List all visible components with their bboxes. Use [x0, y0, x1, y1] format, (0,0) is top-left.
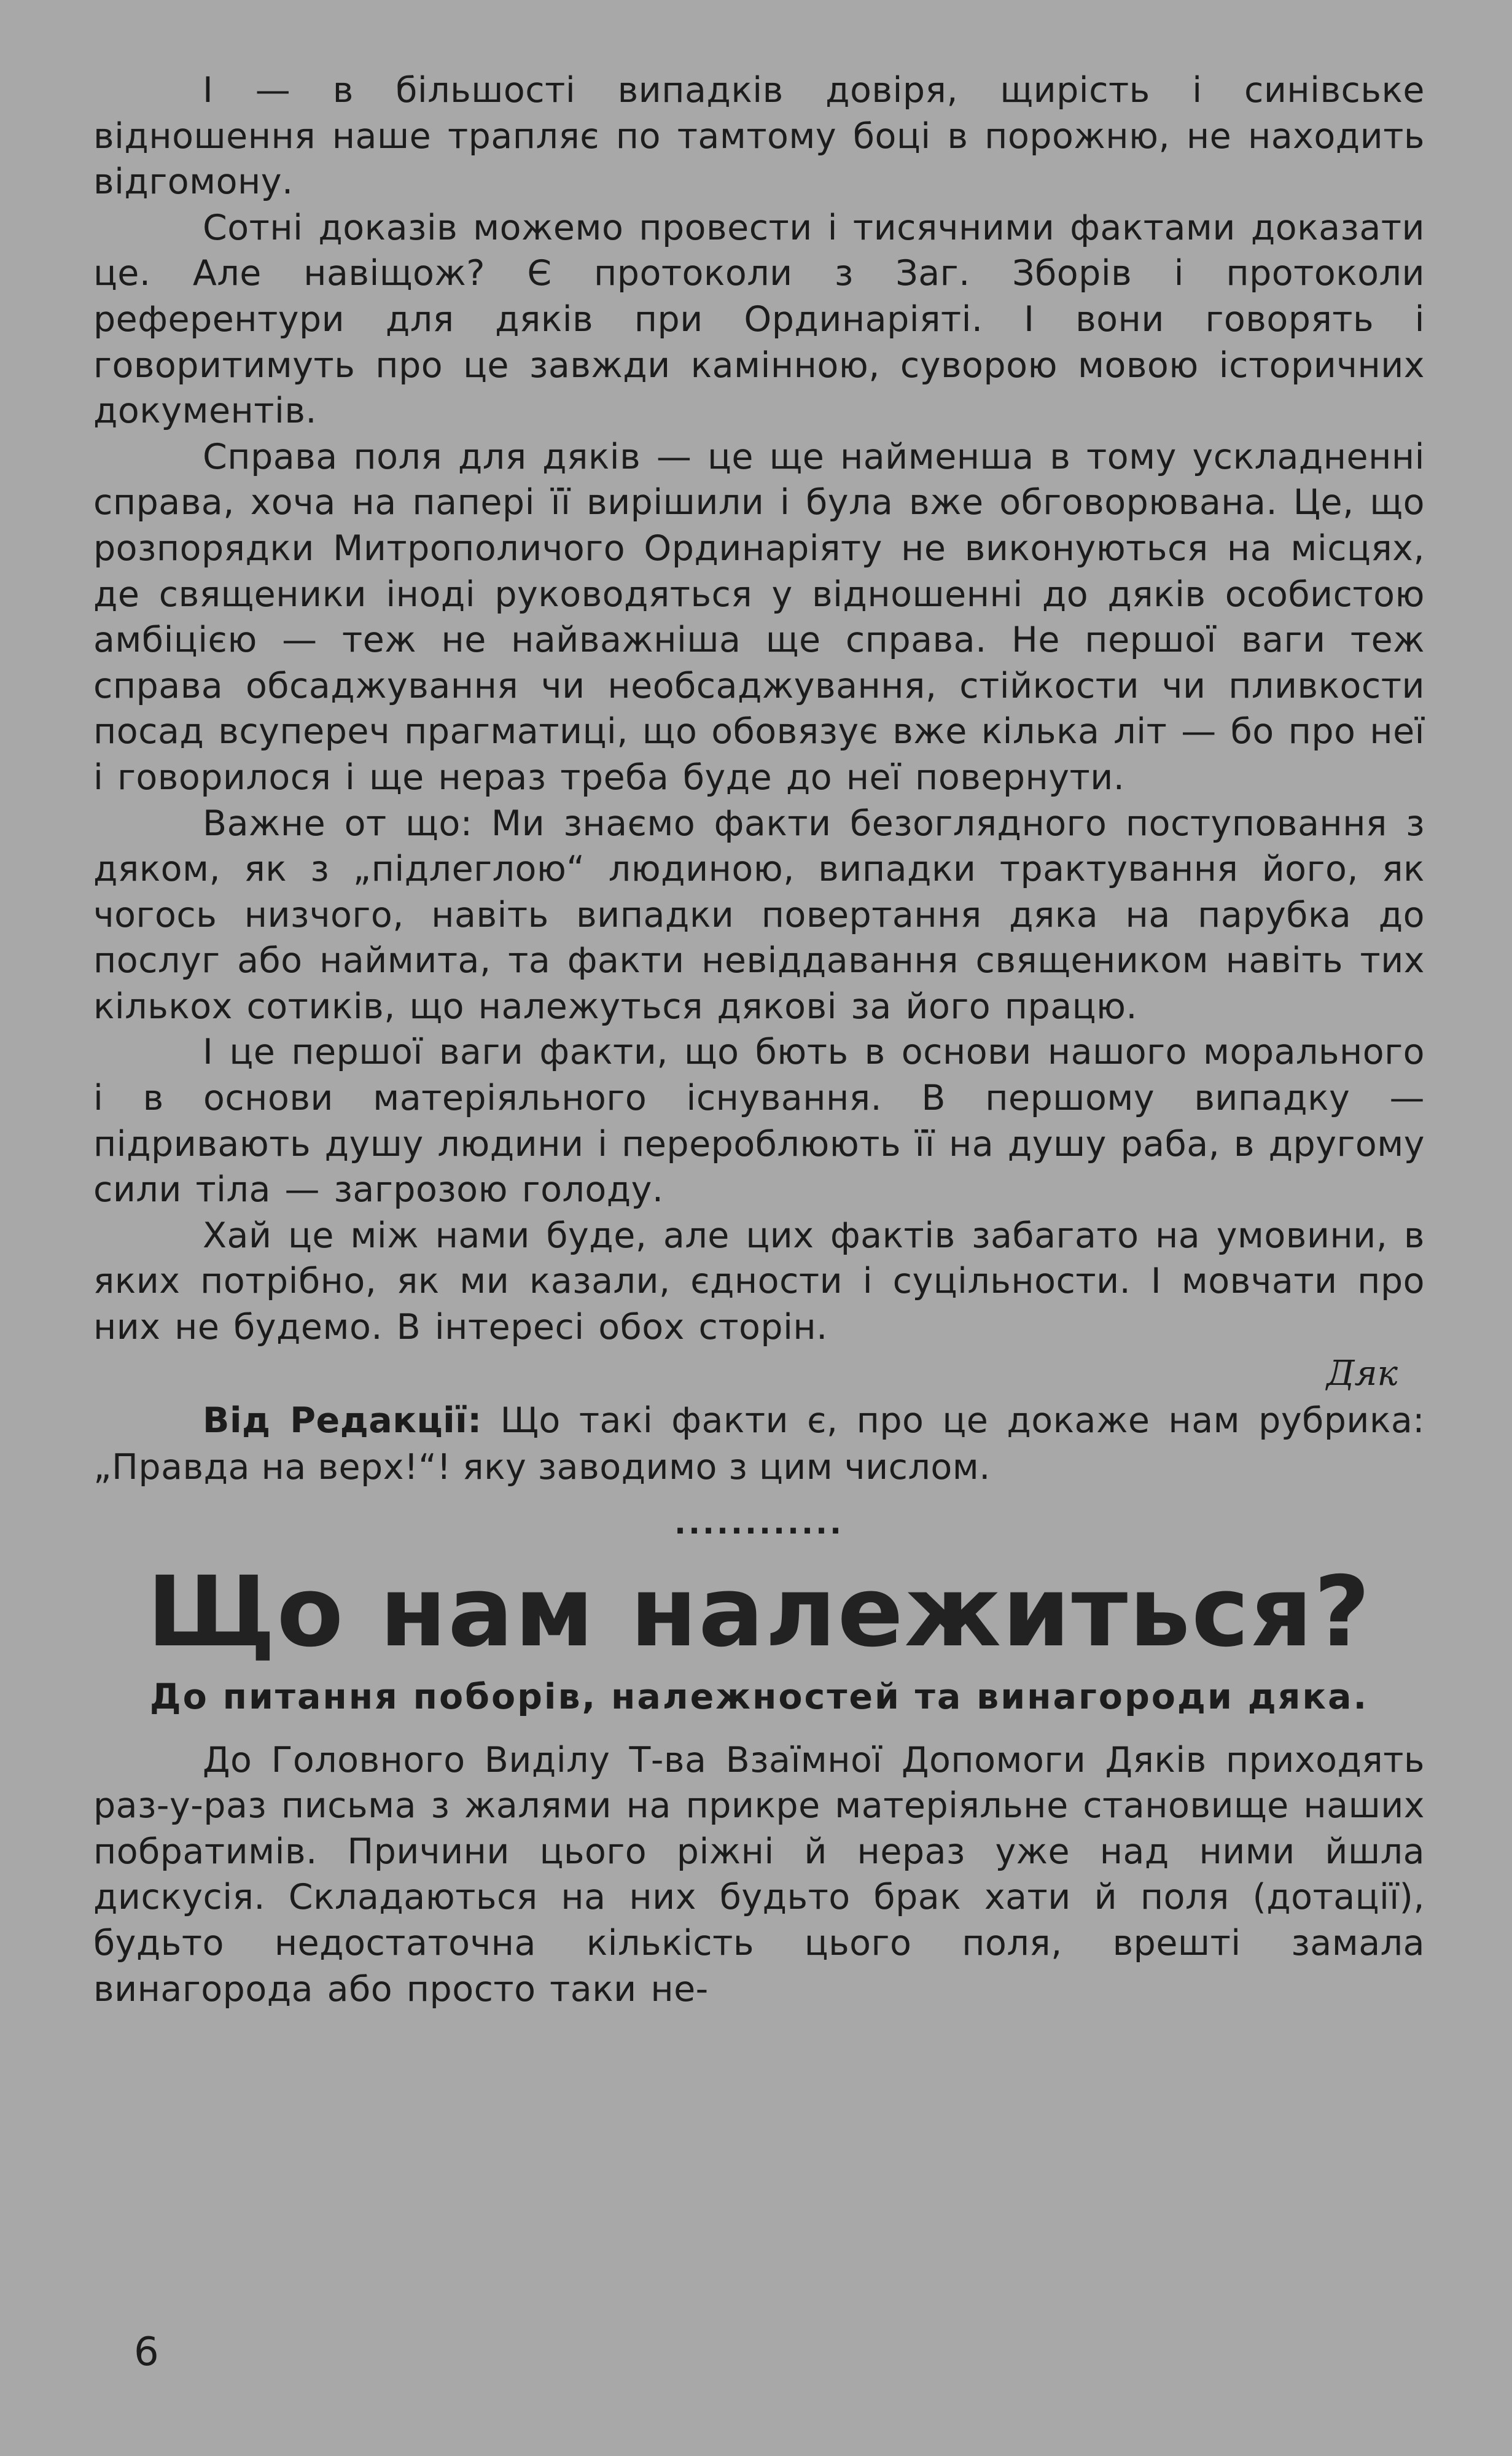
spacer [93, 1720, 1425, 1737]
paragraph-2: Сотні доказів можемо провести і тисячними фактами доказати це. Але навіщож? Є протоколи з Заг. Зборів і протоколи референтури для дяків при Ординаріяті. І вони говорять і говоритимуть про це завжди камінною, суворою мовою історичних документів. [93, 207, 1425, 432]
article-body: До Головного Виділу Т-ва Взаїмної Допомоги Дяків приходять раз-у-раз письма з жалями на прикре матеріяльне становище наших побратимів. Причини цього ріжні й нераз уже над ними йшла дискусія. Складаються на них будьто брак хати й поля (дотації), будьто недостаточна кількість цього поля, врешті замала винагорода або просто таки не- [93, 1739, 1425, 2010]
editor-note-label: Від Редакції: [203, 1400, 482, 1441]
section-divider: ............ [674, 1505, 844, 1541]
article-subtitle: До питання поборів, належностей та винагороди дяка. [149, 1676, 1369, 1717]
paragraph-3: Справа поля для дяків — це ще найменша в тому ускладненні справа, хоча на папері її вирішили і була вже обговорювана. Це, що розпорядки Митрополичого Ординаріяту не виконуються на місцях, де священики іноді руководяться у відношенні до дяків особистою амбіцією — теж не найважніша ще справа. Не першої ваги теж справа обсаджування чи необсаджування, стійкости чи пливкости посад всупереч прагматиці, що обовязує вже кілька літ — бо про неї і говорилося і ще нераз треба буде до неї повернути. [93, 436, 1425, 798]
author-signature: Дяк [1326, 1353, 1398, 1394]
editor-note-text: Що такі факти є, про це докаже нам рубрика: „Правда на верх!“! яку заводимо з цим числом. [93, 1400, 1425, 1487]
paragraph-4: Важне от що: Ми знаємо факти безоглядного поступовання з дяком, як з „підлеглою“ людиною, випадки трактування його, як чогось низчого, навіть випадки повертання дяка на парубка до послуг або наймита, та факти невіддавання священиком навіть тих кількох сотиків, що належуться дякові за його працю. [93, 803, 1425, 1027]
editor-note [93, 1397, 1425, 1491]
paragraph-1: І — в більшості випадків довіря, щирість і синівське відношення наше трапляє по тамтому боці в порожню, не находить відгомону. [93, 70, 1425, 203]
paragraph-6: Хай це між нами буде, але цих фактів забагато на умовини, в яких потрібно, як ми казали, єдности і суцільности. І мовчати про них не будемо. В інтересі обох сторін. [93, 1215, 1425, 1348]
paragraph-5: І це першої ваги факти, що бють в основи нашого морального і в основи матеріяльного існування. В першому випадку — підривають душу людини і перероблюють її на душу раба, в другому сили тіла — загрозою голоду. [93, 1032, 1425, 1210]
page-number: 6 [134, 2329, 159, 2375]
text-column [93, 68, 1425, 2012]
article-title: Що нам належиться? [147, 1555, 1371, 1669]
